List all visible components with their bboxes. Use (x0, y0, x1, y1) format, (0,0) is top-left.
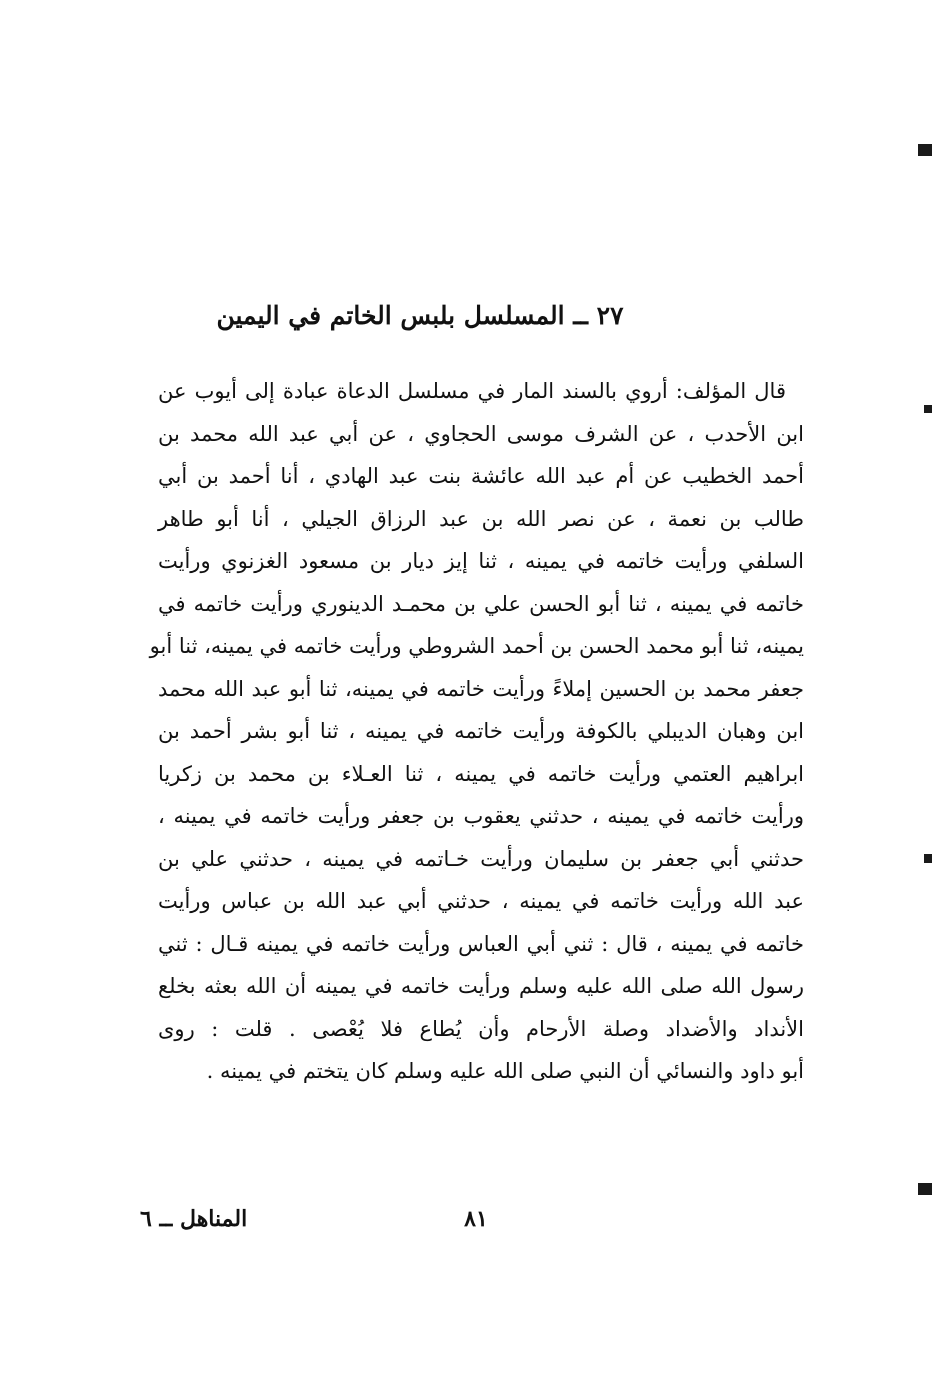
text-line: أبو داود والنسائي أن النبي صلى الله عليه وسلم كان يتختم في يمينه . (206, 1059, 804, 1083)
text-line: قال المؤلف: أروي بالسند المار في مسلسل الدعاة عبادة إلى أيوب عن (158, 379, 786, 403)
text-line: ابن وهبان الديبلي بالكوفة ورأيت خاتمه في يمينه ، ثنا أبو بشر أحمد بن (158, 719, 804, 743)
book-marker: المناهل ــ ٦ (140, 1206, 248, 1232)
text-line: جعفر محمد بن الحسين إملاءً ورأيت خاتمه في يمينه، ثنا أبو عبد الله محمد (158, 676, 804, 701)
text-line: طالب بن نعمة ، عن نصر الله بن عبد الرزاق الجيلي ، أنا أبو طاهر (158, 506, 804, 531)
page-number: ٨١ (464, 1206, 488, 1232)
body-text (149, 370, 804, 1093)
scan-edge-mark (924, 854, 932, 863)
text-line: الأنداد والأضداد وصلة الأرحام وأن يُطاع فلا يُعْصى . قلت : روى (158, 1016, 804, 1041)
text-line: ابن الأحدب ، عن الشرف موسى الحجاوي ، عن أبي عبد الله محمد بن (158, 421, 804, 446)
text-line: خاتمه في يمينه ، قال : ثني أبي العباس ورأيت خاتمه في يمينه قـال : ثني (158, 931, 804, 956)
text-line: خاتمه في يمينه ، ثنا أبو الحسن علي بن محمـد الدينوري ورأيت خاتمه في (158, 591, 804, 616)
scan-edge-mark (924, 405, 932, 413)
text-line: عبد الله ورأيت خاتمه في يمينه ، حدثني أبي عبد الله بن عباس ورأيت (158, 889, 804, 913)
text-line: يمينه، ثنا أبو محمد الحسن بن أحمد الشروطي ورأيت خاتمه في يمينه، ثنا أبو (149, 634, 804, 658)
scan-edge-mark (918, 1183, 932, 1195)
text-line: رسول الله صلى الله عليه وسلم ورأيت خاتمه في يمينه أن الله بعثه بخلع (158, 974, 804, 998)
scan-edge-mark (918, 144, 932, 156)
text-line: حدثني أبي جعفر بن سليمان ورأيت خـاتمه في يمينه ، حدثني علي بن (158, 846, 804, 871)
text-line: ورأيت خاتمه في يمينه ، حدثني يعقوب بن جعفر ورأيت خاتمه في يمينه ، (158, 804, 804, 828)
section-heading: ٢٧ ــ المسلسل بلبس الخاتم في اليمين (216, 301, 624, 330)
text-line: ابراهيم العتمي ورأيت خاتمه في يمينه ، ثنا العـلاء بن محمد بن زكريا (158, 761, 804, 786)
text-line: أحمد الخطيب عن أم عبد الله عائشة بنت عبد الهادي ، أنا أحمد بن أبي (158, 464, 804, 488)
text-line: السلفي ورأيت خاتمه في يمينه ، ثنا إيز ديار بن مسعود الغزنوي ورأيت (158, 549, 804, 573)
